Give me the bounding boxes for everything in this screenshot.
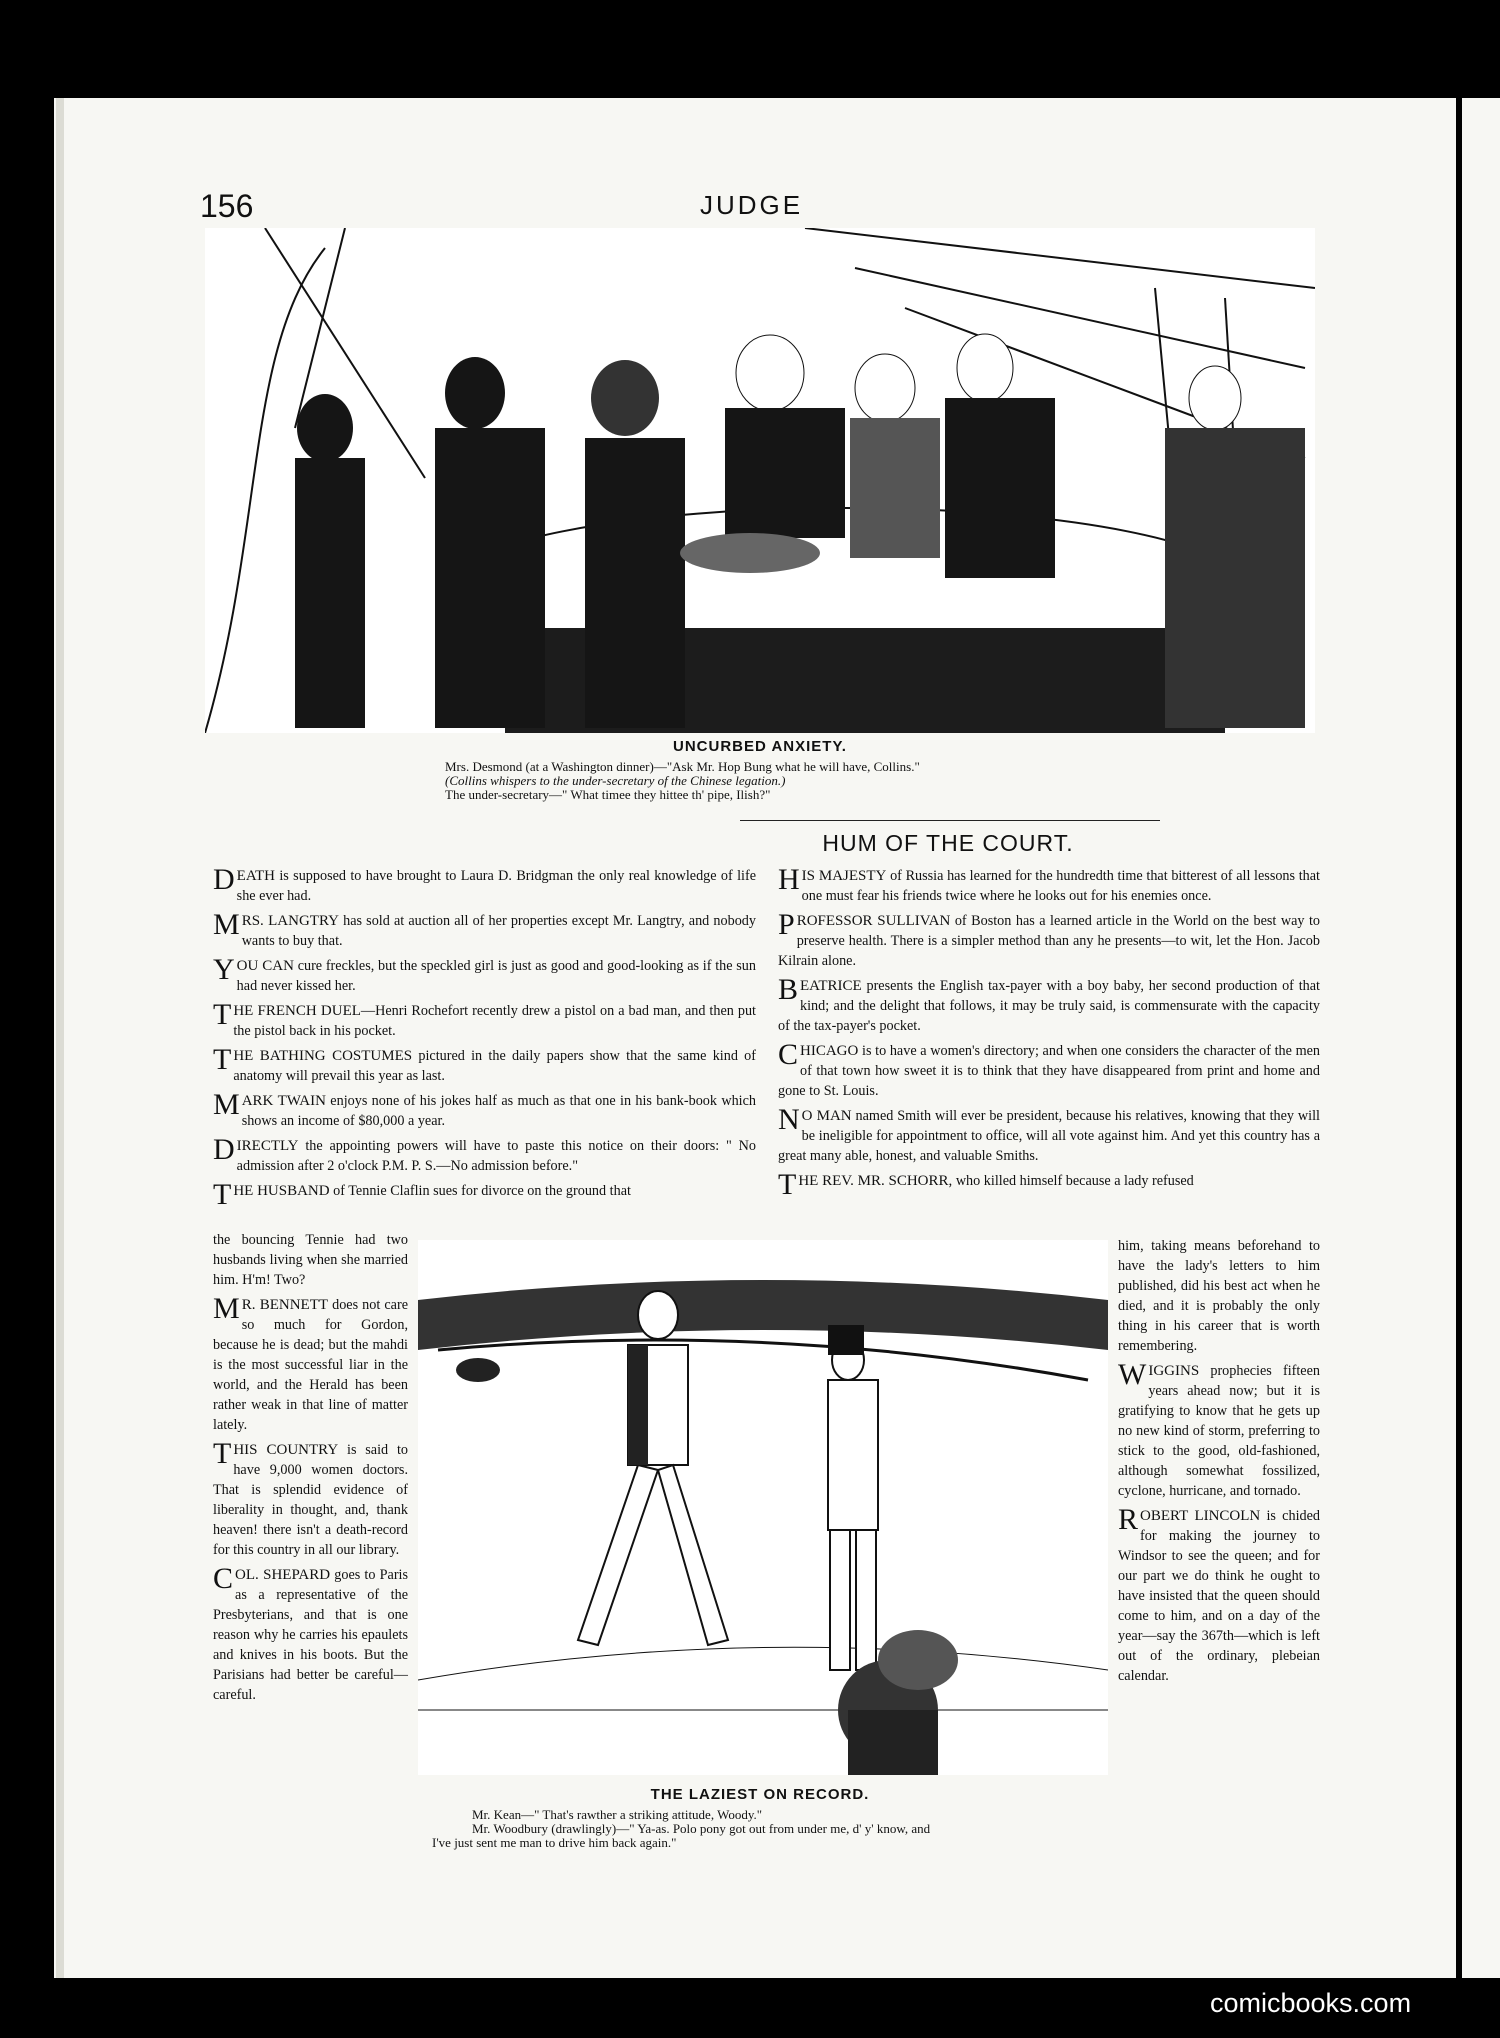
item-text: has sold at auction all of her properties except Mr. Langtry, and nobody wants to buy that.: [241, 913, 756, 949]
item-text: is supposed to have brought to Laura D. Bridgman the only real knowledge of life she ever had.: [236, 868, 756, 904]
item-text: prophecies fifteen years ahead now; but it is gratifying to know that he gets up no new kind of storm, preferring to stick to the good, old-fashioned, although somewhat fossilized, cyclone, hurricane, and tornado.: [1118, 1363, 1320, 1499]
dinner-illustration: [205, 228, 1315, 733]
news-item: [213, 1230, 408, 1290]
cartoon-title: UNCURBED ANXIETY.: [673, 738, 847, 755]
section-rule: [740, 820, 1160, 821]
caption-line: Mrs. Desmond (at a Washington dinner)—"Ask Mr. Hop Bung what he will have, Collins.": [445, 759, 920, 774]
drop-cap: T: [778, 1168, 797, 1201]
news-item: [213, 1562, 409, 1705]
item-lead: R. BENNETT: [241, 1297, 329, 1313]
drop-cap: M: [213, 1088, 240, 1121]
item-text: cure freckles, but the speckled girl is just as good and good-looking as if the sun had never kissed her.: [236, 958, 756, 994]
drop-cap: D: [213, 1133, 235, 1166]
news-item: [213, 1133, 756, 1176]
caption-line: I've just sent me man to drive him back again.": [432, 1835, 677, 1850]
item-text: who killed himself because a lady refused: [952, 1173, 1194, 1189]
drop-cap: T: [213, 1178, 232, 1211]
item-text: of Boston has a learned article in the World on the best way to preserve health. There is a simpler method than any he presents—to wit, let the Hon. Jacob Kilrain alone.: [778, 913, 1320, 969]
drop-cap: M: [213, 908, 240, 941]
item-text: enjoys none of his jokes half as much as that one in his bank-book which shows an income of $80,000 a year.: [241, 1093, 756, 1129]
drop-cap: H: [778, 863, 800, 896]
drop-cap: D: [213, 863, 235, 896]
news-item: [213, 1088, 756, 1131]
item-text: him, taking means beforehand to have the lady's letters to him published, did his best act when he died, and it is probably the only thing in his career that is worth remembering.: [1118, 1238, 1320, 1354]
item-lead: OL. SHEPARD: [235, 1567, 331, 1583]
drop-cap: T: [213, 1437, 232, 1470]
news-item: [213, 1043, 756, 1086]
left-narrow-column: [213, 1230, 408, 1710]
cartoon-caption: [432, 1808, 930, 1850]
news-item: [1118, 1503, 1320, 1686]
drop-cap: B: [778, 973, 799, 1006]
news-item: [778, 863, 1320, 906]
caption-line: Mr. Woodbury (drawlingly)—" Ya-as. Polo pony got out from under me, d' y' know, and: [472, 1821, 931, 1836]
left-column: [213, 863, 756, 1211]
news-item: [778, 1103, 1320, 1166]
item-lead: RS. LANGTRY: [241, 913, 339, 929]
item-lead: HICAGO: [800, 1043, 859, 1059]
item-lead: O MAN: [801, 1108, 852, 1124]
item-text: does not care so much for Gordon, because he is dead; but the mahdi is the most successful liar in the world, and the Herald has been rather weak in that line of matter lately.: [213, 1297, 408, 1433]
news-item: [213, 1178, 756, 1211]
item-text: —Henri Rochefort recently drew a pistol on a bad man, and then put the pistol back in his pocket.: [233, 1003, 756, 1039]
news-item: [213, 953, 756, 996]
item-text: is chided for making the journey to Windsor to see the queen; and for our part we do think he ought to have insisted that the queen should come to him, and on a day of the year—say the 367th—which is left out of the ordinary, plebeian calendar.: [1118, 1508, 1320, 1684]
right-narrow-column: [1118, 1236, 1320, 1691]
drop-cap: T: [213, 1043, 232, 1076]
news-item: [213, 1437, 408, 1560]
item-text: pictured in the daily papers show that the same kind of anatomy will prevail this year as last.: [233, 1048, 756, 1084]
item-lead: EATRICE: [800, 978, 862, 994]
item-text: the bouncing Tennie had two husbands living when she married him. H'm! Two?: [213, 1232, 408, 1288]
masthead: JUDGE: [700, 190, 804, 220]
news-item: [1118, 1358, 1320, 1501]
item-text: of Russia has learned for the hundredth time that bitterest of all lessons that one must fear his friends twice where he looks out for his enemies once.: [801, 868, 1320, 904]
drop-cap: W: [1118, 1358, 1147, 1391]
item-text: of Tennie Claflin sues for divorce on the ground that: [329, 1183, 631, 1199]
news-item: [213, 998, 756, 1041]
news-item: [213, 863, 756, 906]
page-number: 156: [200, 188, 254, 224]
polo-illustration: [418, 1240, 1108, 1775]
caption-line: The under-secretary—" What timee they hittee th' pipe, Ilish?": [445, 787, 771, 802]
drop-cap: R: [1118, 1503, 1139, 1536]
item-lead: HIS COUNTRY: [233, 1442, 339, 1458]
caption-line: Mr. Kean—" That's rawther a striking attitude, Woody.": [472, 1807, 763, 1822]
drop-cap: P: [778, 908, 795, 941]
drop-cap: T: [213, 998, 232, 1031]
item-text: goes to Paris as a representative of the Presbyterians, and that is one reason why he carries his epaulets and knives in his boots. But the Parisians had better be careful—careful.: [213, 1567, 409, 1703]
cartoon-caption: [445, 760, 920, 802]
news-item: [778, 1038, 1320, 1101]
item-text: the appointing powers will have to paste this notice on their doors: " No admission after 2 o'clock P.M. P. S.—No admission before.": [236, 1138, 756, 1174]
news-item: [213, 1292, 408, 1435]
item-lead: HE REV. MR. SCHORR,: [798, 1173, 953, 1189]
drop-cap: C: [213, 1562, 234, 1595]
item-text: presents the English tax-payer with a boy baby, her second production of that kind; and the delight that follows, it may be truly said, is commensurate with the capacity of the tax-payer's pocket.: [778, 978, 1320, 1034]
right-column: [778, 863, 1320, 1201]
item-lead: HE HUSBAND: [233, 1183, 330, 1199]
drop-cap: N: [778, 1103, 800, 1136]
news-item: [778, 973, 1320, 1036]
item-lead: EATH: [236, 868, 275, 884]
drop-cap: M: [213, 1292, 240, 1325]
drop-cap: Y: [213, 953, 235, 986]
item-lead: OBERT LINCOLN: [1140, 1508, 1261, 1524]
item-lead: IGGINS: [1148, 1363, 1200, 1379]
item-lead: ROFESSOR SULLIVAN: [796, 913, 951, 929]
caption-line: (Collins whispers to the under-secretary of the Chinese legation.): [445, 773, 786, 788]
news-item: [778, 908, 1320, 971]
next-page-edge: [1462, 98, 1500, 1978]
item-lead: IRECTLY: [236, 1138, 299, 1154]
section-title: HUM OF THE COURT.: [822, 830, 1074, 856]
page-edge: [56, 98, 64, 1978]
item-lead: ARK TWAIN: [241, 1093, 326, 1109]
site-credit: comicbooks.com: [1210, 1988, 1412, 2018]
news-item: [213, 908, 756, 951]
item-lead: HE BATHING COSTUMES: [233, 1048, 413, 1064]
item-text: is said to have 9,000 women doctors. That is splendid evidence of liberality in thought, and, thank heaven! there isn't a death-record for this country in all our library.: [213, 1442, 408, 1558]
item-text: is to have a women's directory; and when one considers the character of the men of that town how sweet it is to think that they have disappeared from print and home and gone to St. Louis.: [778, 1043, 1320, 1099]
cartoon-title: THE LAZIEST ON RECORD.: [650, 1786, 870, 1803]
item-lead: IS MAJESTY: [801, 868, 887, 884]
news-item: [778, 1168, 1320, 1201]
news-item: [1118, 1236, 1320, 1356]
drop-cap: C: [778, 1038, 799, 1071]
item-lead: OU CAN: [236, 958, 294, 974]
item-lead: HE FRENCH DUEL: [233, 1003, 361, 1019]
item-text: named Smith will ever be president, because his relatives, knowing that they will be ineligible for appointment to office, will all vote against him. And yet this country has a great many able, honest, and valuable Smiths.: [778, 1108, 1320, 1164]
